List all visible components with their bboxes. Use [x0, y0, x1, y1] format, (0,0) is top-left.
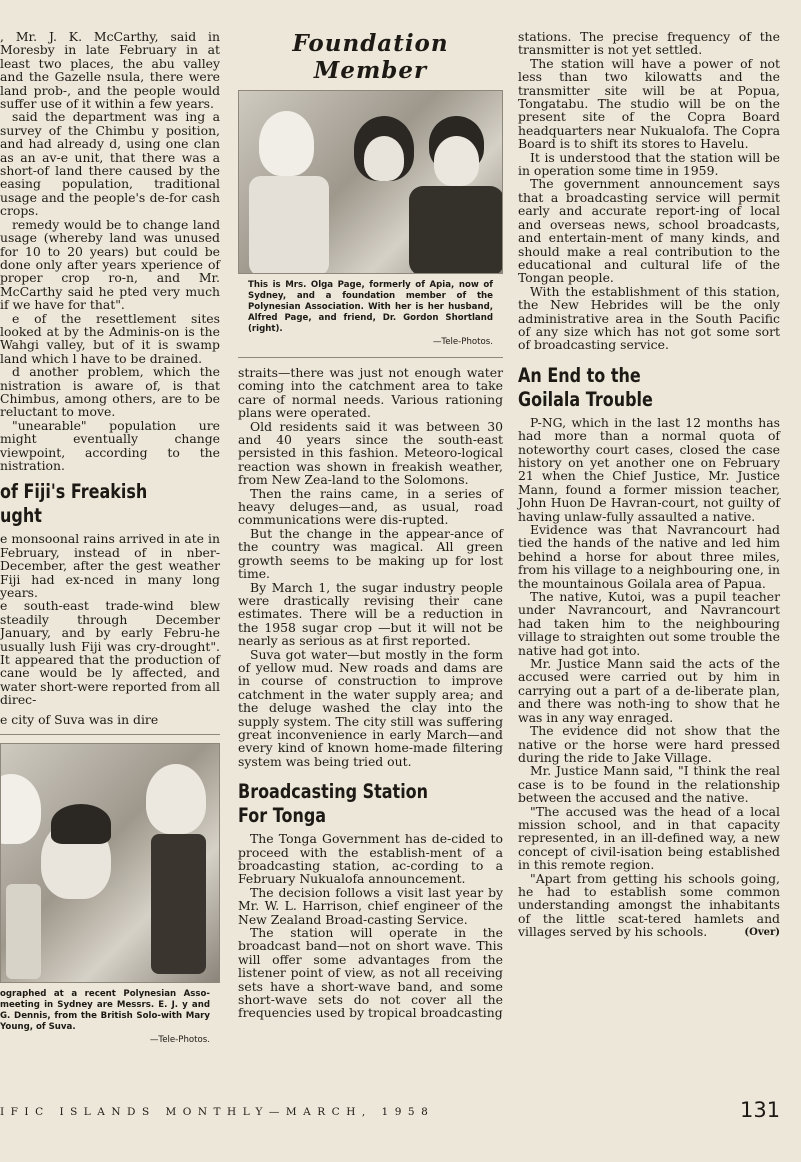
article-paragraph: stations. The precise frequency of the transmitter is not yet settled. [518, 29, 780, 58]
article-paragraph: straits—there was just not enough water coming into the catchment area to take care of normal needs. Various rationing plans were operated. [238, 365, 503, 421]
article-paragraph: Mr. Justice Mann said, "I think the real case is to be found in the relationship between the accused and the native. [518, 763, 780, 806]
article-paragraph: The station will have a power of not less than two kilowatts and the transmitter site will be at Popua, Tongatabu. The studio will be on the present site of the Copra Board headquarters near Nukualofa. The Copra Board is to shift its stores to Havelu. [518, 55, 780, 152]
article-paragraph: The government announcement says that a broadcasting service will permit early and accurate report-ing of local and overseas news, school broadcasts, and entertain-ment of many kinds, and should make a real contribution to the educational and cultural life of the Tongan people. [518, 176, 780, 286]
divider [238, 357, 503, 358]
article-paragraph: remedy would be to change land usage (whereby land was unused for 10 to 20 years) but could be done only after years xperience of proper crop ro-n, and Mr. McCarthy said he pted very much if we have for that". [0, 216, 220, 313]
goilala-headline: An End to the Goilala Trouble [518, 363, 653, 411]
article-paragraph: The decision follows a visit last year by Mr. W. L. Harrison, chief engineer of the New Zealand Broad-casting Service. [238, 884, 503, 927]
article-paragraph: , Mr. J. K. McCarthy, said in Moresby in late February in at least two places, the abu valley and the Gazelle nsula, there were land prob-, and the people would suffer use of it within a few years. [0, 29, 220, 112]
article-paragraph: With the establishment of this station, the New Hebrides will be the only administrative area in the South Pacific of any size which has not got some sort of broadcasting service. [518, 283, 780, 353]
page-footer [0, 1098, 801, 1138]
article-paragraph: Evidence was that Navrancourt had tied the hands of the native and led him behind a horse for about three miles, from his village to a neighbouring one, in the mountainous Goilala area of Papua. [518, 522, 780, 591]
foundation-member-title: Foundation Member [292, 30, 449, 84]
column-left [0, 30, 220, 1045]
article-paragraph: e city of Suva was in dire [0, 711, 159, 727]
article-paragraph: said the department was ing a survey of the Chimbu y position, and had already d, using one clan as an av-e unit, that there was a short-of land there caused by the easing population, traditional usage and the people's de-for cash crops. [0, 109, 220, 219]
photo-credit: —Tele-Photos. [149, 1035, 210, 1046]
fiji-drought-headline: of Fiji's Freakish ught [0, 480, 148, 528]
tonga-broadcasting-headline: Broadcasting Station For Tonga [238, 780, 429, 828]
photo-caption: ographed at a recent Polynesian Asso-meeting in Sydney are Messrs. E. J. y and G. Dennis, from the British Solo-with Mary Young, of Suva. [0, 989, 210, 1033]
article-paragraph: Suva got water—but mostly in the form of yellow mud. New roads and dams are in course of construction to improve catchment in the water supply area; and the deluge washed the clay into the supply system. The city still was suffering great inconvenience in early March—and every kind of known home-made filtering system was being tried out. [238, 646, 503, 769]
article-paragraph: Then the rains came, in a series of heavy deluges—and, as usual, road communications were dis-rupted. [238, 485, 503, 528]
article-paragraph: Mr. Justice Mann said the acts of the accused were carried out by him in carrying out a part of a de-liberate plan, and there was noth-ing to show that he was in any way enraged. [518, 656, 780, 725]
article-paragraph: P-NG, which in the last 12 months has had more than a normal quota of noteworthy court cases, closed the case history on yet another one on February 21 when the Chief Justice, Mr. Justice Mann, found a former mission teacher, John Huon De Havran-court, not guilty of having unlaw-fully assaulted a native. [518, 414, 780, 524]
article-paragraph: e of the resettlement sites looked at by the Adminis-on is the Wahgi valley, but of it is swamp land which l have to be drained. [0, 310, 220, 366]
page-number: 131 [740, 1098, 781, 1122]
continued-over-label: (Over) [744, 926, 780, 938]
article-paragraph: By March 1, the sugar industry people were drastically revising their cane estimates. There will be a reduction in the 1958 sugar crop —but it will not be nearly as serious as at first reported. [238, 579, 503, 649]
article-paragraph: The native, Kutoi, was a pupil teacher under Navrancourt, and Navrancourt had taken him to the neighbouring village to straighten out some trouble the native had got into. [518, 589, 780, 658]
foundation-member-photo [238, 90, 503, 274]
article-paragraph: e south-east trade-wind blew steadily through December January, and by early Febru-he usually lush Fiji was cry-drought". It appeared that the production of cane would be ly affected, and water short-were reported from all direc- [0, 598, 220, 708]
article-paragraph: "The accused was the head of a local mission school, and in that capacity represented, in an ill-defined way, a new concept of civil-isation being established in this remote region. [518, 803, 780, 873]
footer-publication-line: IFIC ISLANDS MONTHLY—MARCH, 1958 [0, 1106, 435, 1118]
article-paragraph: The evidence did not show that the native or the horse were hard pressed during the ride to Jake Village. [518, 723, 780, 765]
article-paragraph: e monsoonal rains arrived in ate in February, instead of in nber-December, after the gest weather Fiji had ex-nced in many long years. [0, 531, 220, 601]
divider [0, 734, 220, 735]
column-right [518, 30, 780, 938]
photo-caption: This is Mrs. Olga Page, formerly of Apia, now of Sydney, and a foundation member of the Polynesian Association. With her is her husband, Alfred Page, and friend, Dr. Gordon Shortland (right). [248, 280, 493, 334]
article-paragraph: "unearable" population ure might eventually change viewpoint, according to the nistration. [0, 417, 220, 473]
article-paragraph: d another problem, which the nistration is aware of, is that Chimbus, among others, are to be reluctant to move. [0, 364, 220, 420]
article-paragraph: It is understood that the station will be in operation some time in 1959. [518, 149, 780, 179]
column-middle [238, 30, 503, 1020]
article-paragraph: The Tonga Government has de-cided to proceed with the establish-ment of a broadcasting station, ac-cording to a February Nukualofa announcement. [238, 831, 503, 887]
article-paragraph: The station will operate in the broadcast band—not on short wave. This will offer some advantages from the listener point of view, as not all receiving sets have a short-wave band, and some short-wave sets do not cover all the frequencies used by tropical broadcasting [238, 925, 503, 1021]
group-photo [0, 743, 220, 983]
photo-credit: —Tele-Photos. [432, 337, 493, 347]
article-paragraph: "Apart from getting his schools going, he had to establish some common understanding amongst the inhabitants of the little scat-tered hamlets and villages served by his schools. [518, 870, 780, 940]
article-paragraph: Old residents said it was between 30 and 40 years since the south-east persisted in this fashion. Meteoro-logical reaction was shown in freakish weather, from New Zea-land to the Solomons. [238, 418, 503, 488]
article-paragraph: But the change in the appear-ance of the country was magical. All green growth seems to be making up for lost time. [238, 525, 503, 582]
